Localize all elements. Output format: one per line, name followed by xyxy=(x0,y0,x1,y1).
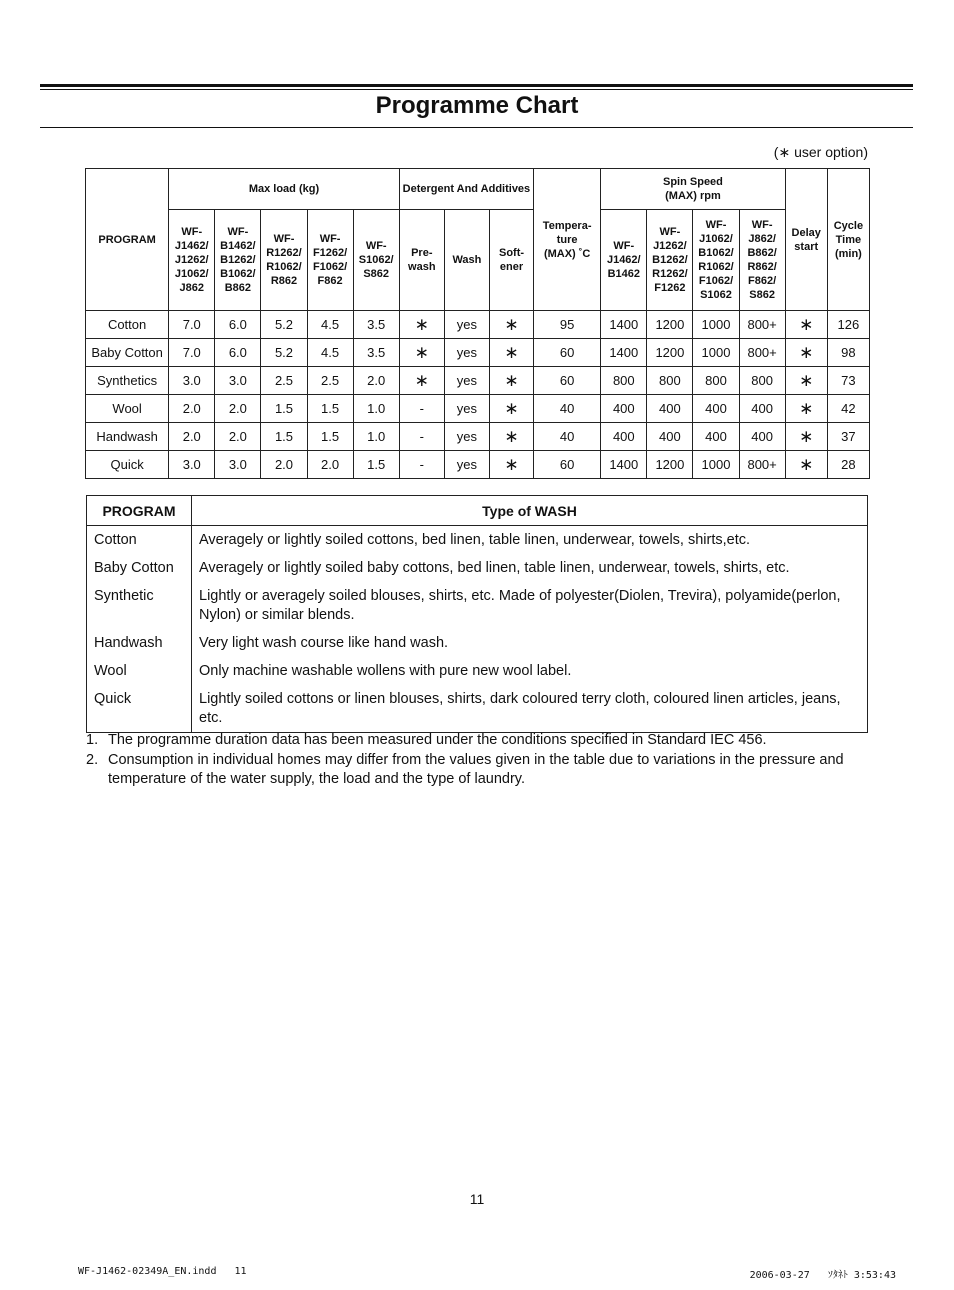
table-row xyxy=(86,423,870,451)
table-cell: 1.0 xyxy=(353,395,399,423)
program-name-cell: Wool xyxy=(86,395,169,423)
footnote-item xyxy=(86,731,876,750)
program-name-cell: Quick xyxy=(86,451,169,479)
table-cell: 1200 xyxy=(647,451,693,479)
footnotes xyxy=(86,731,876,790)
header-spin-speed: Spin Speed (MAX) rpm xyxy=(601,169,785,210)
program-name-cell: Quick xyxy=(87,685,192,733)
table-cell: 400 xyxy=(693,395,739,423)
table-row xyxy=(86,451,870,479)
table-row xyxy=(87,629,868,657)
table-cell: 800 xyxy=(693,367,739,395)
table-cell: 40 xyxy=(534,395,601,423)
table-cell: 1.5 xyxy=(353,451,399,479)
table-row xyxy=(86,311,870,339)
table-cell: 1400 xyxy=(601,339,647,367)
table-cell: 2.0 xyxy=(169,395,215,423)
table-cell: 1400 xyxy=(601,311,647,339)
wash-description-cell: Very light wash course like hand wash. xyxy=(199,635,449,651)
table-cell: yes xyxy=(444,339,489,367)
table-cell: 800+ xyxy=(739,339,785,367)
header-spin-model: WF- J862/ B862/ R862/ F862/ S862 xyxy=(739,210,785,311)
table-cell: 3.0 xyxy=(215,451,261,479)
program-name-cell: Synthetics xyxy=(86,367,169,395)
table-cell: yes xyxy=(444,367,489,395)
table-cell: - xyxy=(399,451,444,479)
table-cell: 2.0 xyxy=(169,423,215,451)
table-cell: ∗ xyxy=(489,395,533,423)
table-cell: 1.5 xyxy=(261,423,307,451)
table-cell: ∗ xyxy=(489,311,533,339)
table-cell: 2.5 xyxy=(261,367,307,395)
table-row xyxy=(87,554,868,582)
header-load-model: WF- S1062/ S862 xyxy=(353,210,399,311)
table-row xyxy=(86,339,870,367)
table-cell: 400 xyxy=(647,423,693,451)
table-row xyxy=(87,657,868,685)
table-cell: 95 xyxy=(534,311,601,339)
table-cell: 5.2 xyxy=(261,311,307,339)
wash-type-table xyxy=(86,495,868,733)
table-cell: 1000 xyxy=(693,451,739,479)
table-cell: 400 xyxy=(693,423,739,451)
table-cell: yes xyxy=(444,395,489,423)
table-cell: 400 xyxy=(739,423,785,451)
program-name-cell: Baby Cotton xyxy=(87,554,192,582)
table-cell: 60 xyxy=(534,339,601,367)
header-type-of-wash: Type of WASH xyxy=(192,496,868,526)
table-cell: ∗ xyxy=(489,451,533,479)
header-load-model: WF- B1462/ B1262/ B1062/ B862 xyxy=(215,210,261,311)
header-load-model: WF- R1262/ R1062/ R862 xyxy=(261,210,307,311)
header-wash: Wash xyxy=(444,210,489,311)
table-cell: 1000 xyxy=(693,311,739,339)
footnote-item xyxy=(86,751,876,789)
table-cell: 2.0 xyxy=(215,395,261,423)
top-double-rule xyxy=(40,84,913,87)
table-cell: 3.0 xyxy=(215,367,261,395)
table-cell: 800+ xyxy=(739,311,785,339)
table-cell: ∗ xyxy=(399,311,444,339)
header-load-model: WF- F1262/ F1062/ F862 xyxy=(307,210,353,311)
table-cell: 2.0 xyxy=(261,451,307,479)
program-name-cell: Baby Cotton xyxy=(86,339,169,367)
table-cell: ∗ xyxy=(489,423,533,451)
table-cell: 800 xyxy=(647,367,693,395)
table-cell: 2.5 xyxy=(307,367,353,395)
page-number: 11 xyxy=(469,1191,485,1207)
table-cell: 2.0 xyxy=(353,367,399,395)
table-cell: ∗ xyxy=(785,395,827,423)
wash-description-cell: Averagely or lightly soiled cottons, bed linen, table linen, underwear, towels, shirts,etc. xyxy=(199,532,751,548)
table-row xyxy=(86,395,870,423)
table-cell: yes xyxy=(444,423,489,451)
table-cell: 3.5 xyxy=(353,311,399,339)
footnote-text: Consumption in individual homes may differ from the values given in the table due to variations in the pressure and temperature of the water supply, the load and the type of laundry. xyxy=(108,752,844,787)
table-cell: ∗ xyxy=(785,339,827,367)
header-spin-model: WF- J1062/ B1062/ R1062/ F1062/ S1062 xyxy=(693,210,739,311)
wash-rows xyxy=(87,526,868,733)
table-cell: 7.0 xyxy=(169,339,215,367)
header-program: PROGRAM xyxy=(87,496,192,526)
table-cell: 4.5 xyxy=(307,311,353,339)
table-cell: ∗ xyxy=(489,367,533,395)
table-row xyxy=(87,685,868,733)
table-row xyxy=(87,526,868,555)
wash-description-cell: Lightly soiled cottons or linen blouses, shirts, dark coloured terry cloth, coloured linen articles, jeans, etc. xyxy=(199,691,841,726)
header-temperature: Tempera- ture (MAX) ˚C xyxy=(534,169,601,311)
table-cell: ∗ xyxy=(489,339,533,367)
table-cell: 3.0 xyxy=(169,451,215,479)
program-name-cell: Wool xyxy=(87,657,192,685)
table-cell: 60 xyxy=(534,367,601,395)
header-program: PROGRAM xyxy=(86,169,169,311)
header-prewash: Pre- wash xyxy=(399,210,444,311)
table-cell: ∗ xyxy=(399,339,444,367)
program-name-cell: Synthetic xyxy=(87,582,192,629)
table-cell: 28 xyxy=(827,451,869,479)
header-softener: Soft- ener xyxy=(489,210,533,311)
table-cell: 400 xyxy=(601,395,647,423)
wash-description-cell: Only machine washable wollens with pure new wool label. xyxy=(199,663,572,679)
table-cell: 7.0 xyxy=(169,311,215,339)
programme-chart-table xyxy=(85,168,870,479)
top-thin-rule xyxy=(40,89,913,90)
table-cell: ∗ xyxy=(785,311,827,339)
table-cell: 1.5 xyxy=(307,423,353,451)
table-cell: 400 xyxy=(601,423,647,451)
table-cell: ∗ xyxy=(785,451,827,479)
page-title: Programme Chart xyxy=(375,92,579,119)
table-cell: - xyxy=(399,423,444,451)
table-row xyxy=(86,367,870,395)
table-cell: yes xyxy=(444,311,489,339)
header-delay-start: Delay start xyxy=(785,169,827,311)
table-cell: 1.0 xyxy=(353,423,399,451)
table-cell: ∗ xyxy=(399,367,444,395)
table-cell: 6.0 xyxy=(215,339,261,367)
table-cell: 400 xyxy=(647,395,693,423)
footer-file-info: WF-J1462-02349A_EN.indd 11 xyxy=(78,1266,247,1277)
user-option-legend: (∗ user option) xyxy=(773,144,868,160)
table-cell: 3.5 xyxy=(353,339,399,367)
table-cell: 98 xyxy=(827,339,869,367)
wash-description-cell: Lightly or averagely soiled blouses, shirts, etc. Made of polyester(Diolen, Trevira), polyamide(perlon, Nylon) or similar blends. xyxy=(199,588,841,623)
table-row xyxy=(87,582,868,629)
header-max-load: Max load (kg) xyxy=(169,169,400,210)
table-cell: 6.0 xyxy=(215,311,261,339)
table-cell: 2.0 xyxy=(215,423,261,451)
table-cell: ∗ xyxy=(785,367,827,395)
table-cell: 126 xyxy=(827,311,869,339)
program-name-cell: Handwash xyxy=(87,629,192,657)
table-cell: 5.2 xyxy=(261,339,307,367)
program-name-cell: Handwash xyxy=(86,423,169,451)
table-cell: 800 xyxy=(739,367,785,395)
title-underline xyxy=(40,127,913,128)
table-cell: 60 xyxy=(534,451,601,479)
table-cell: 1000 xyxy=(693,339,739,367)
table-cell: 400 xyxy=(739,395,785,423)
wash-description-cell: Averagely or lightly soiled baby cottons, bed linen, table linen, underwear, towels, shirts, etc. xyxy=(199,560,790,576)
table-cell: yes xyxy=(444,451,489,479)
program-name-cell: Cotton xyxy=(87,526,192,555)
footnote-number: 2. xyxy=(86,752,99,768)
table-cell: 2.0 xyxy=(307,451,353,479)
table-cell: 40 xyxy=(534,423,601,451)
table-cell: 1.5 xyxy=(261,395,307,423)
table-cell: 1200 xyxy=(647,311,693,339)
header-spin-model: WF- J1262/ B1262/ R1262/ F1262 xyxy=(647,210,693,311)
program-name-cell: Cotton xyxy=(86,311,169,339)
header-load-model: WF- J1462/ J1262/ J1062/ J862 xyxy=(169,210,215,311)
programme-rows xyxy=(86,311,870,479)
table-cell: 4.5 xyxy=(307,339,353,367)
table-cell: ∗ xyxy=(785,423,827,451)
footnote-text: The programme duration data has been measured under the conditions specified in Standard IEC 456. xyxy=(108,732,767,748)
header-detergent: Detergent And Additives xyxy=(399,169,533,210)
table-cell: - xyxy=(399,395,444,423)
table-cell: 1.5 xyxy=(307,395,353,423)
footer-timestamp: 2006-03-27 ｿﾀﾈﾄ 3:53:43 xyxy=(749,1270,896,1281)
table-cell: 42 xyxy=(827,395,869,423)
header-cycle-time: Cycle Time (min) xyxy=(827,169,869,311)
table-cell: 3.0 xyxy=(169,367,215,395)
table-cell: 800+ xyxy=(739,451,785,479)
table-cell: 73 xyxy=(827,367,869,395)
table-cell: 1400 xyxy=(601,451,647,479)
table-cell: 1200 xyxy=(647,339,693,367)
footnote-number: 1. xyxy=(86,732,99,748)
table-cell: 37 xyxy=(827,423,869,451)
table-cell: 800 xyxy=(601,367,647,395)
header-spin-model: WF- J1462/ B1462 xyxy=(601,210,647,311)
